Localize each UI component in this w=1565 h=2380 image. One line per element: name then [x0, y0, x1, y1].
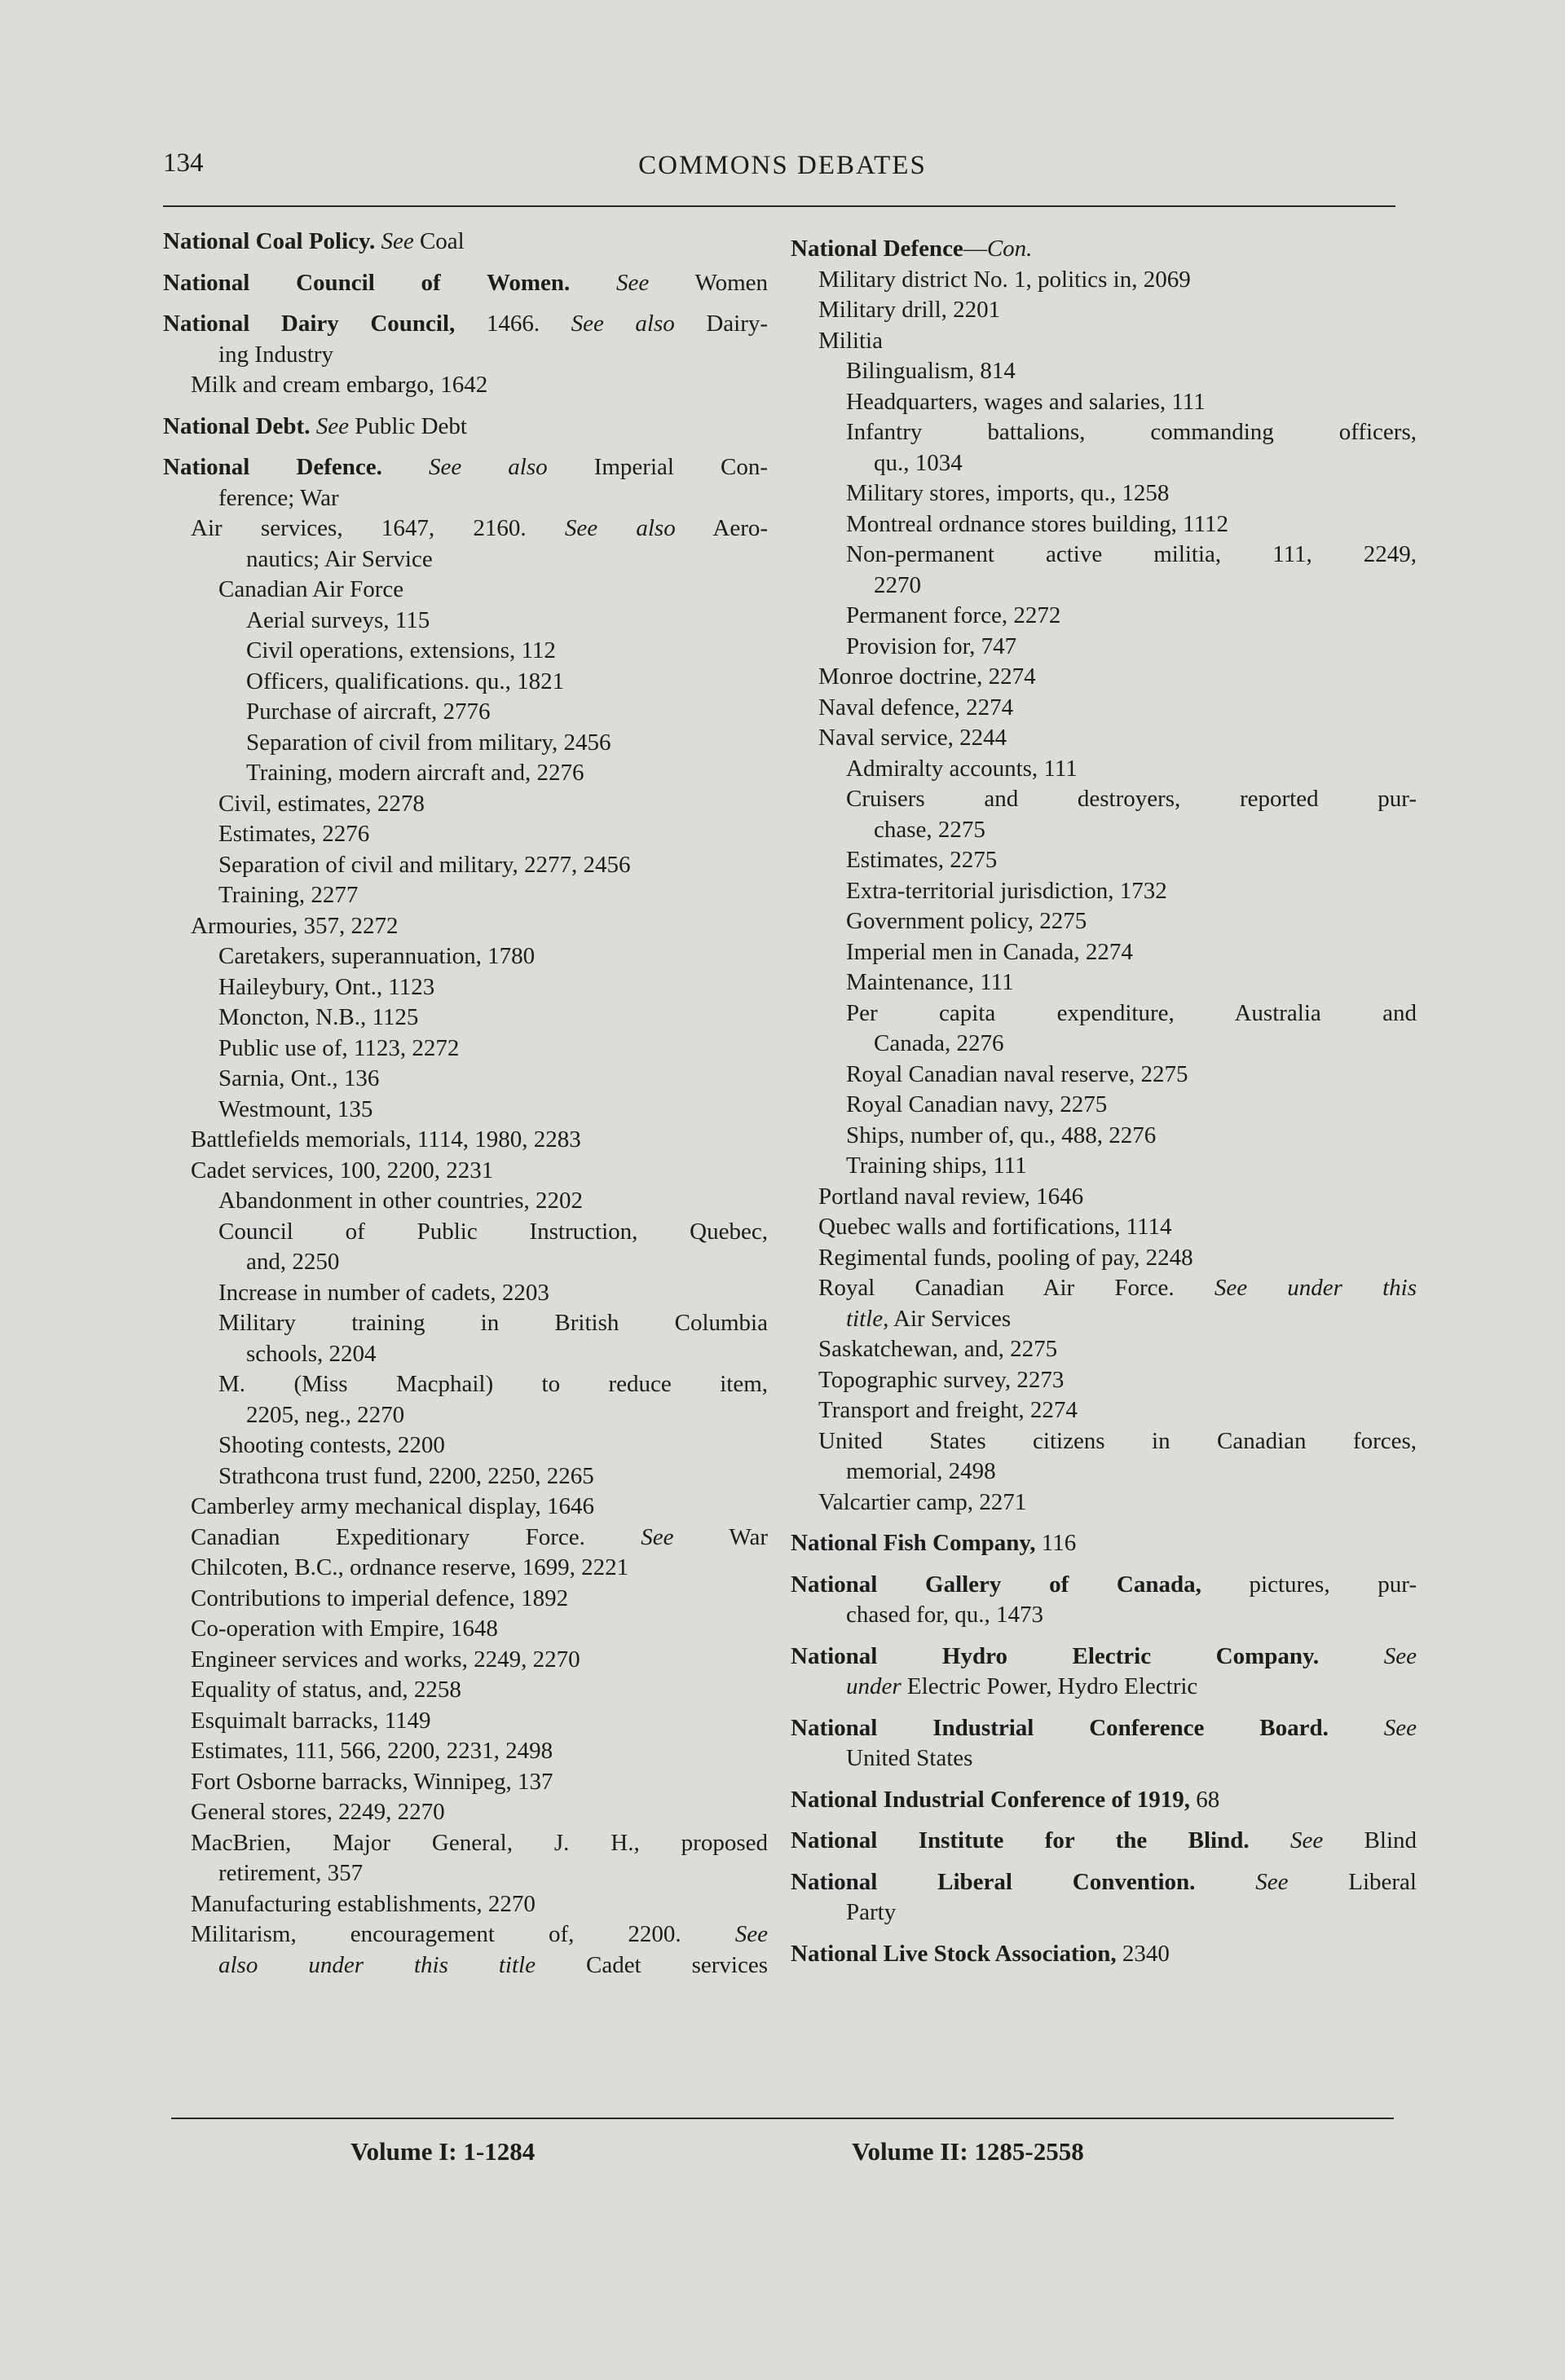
index-subentry-line: [791, 967, 1417, 998]
index-subentry-line: [791, 1395, 1417, 1426]
index-column-right: [791, 234, 1417, 1980]
index-subentry-line: [791, 1243, 1417, 1274]
index-text: United States: [846, 1745, 973, 1771]
index-text: Separation of civil from military, 2456: [246, 729, 611, 756]
index-subentry-line: [791, 1334, 1417, 1365]
index-text: Government policy, 2275: [846, 908, 1087, 934]
index-text: Montreal ordnance stores building, 1112: [846, 510, 1228, 537]
index-text: Civil, estimates, 2278: [218, 790, 425, 817]
index-subentry-line: [791, 632, 1417, 663]
index-subentry-line: [791, 1365, 1417, 1396]
index-text: Estimates, 2276: [218, 821, 370, 847]
index-text: Valcartier camp, 2271: [818, 1488, 1027, 1515]
index-heading-line: [163, 227, 768, 258]
index-text: Caretakers, superannuation, 1780: [218, 943, 536, 969]
index-text: Cadet services, 100, 2200, 2231: [191, 1157, 494, 1183]
cross-reference: See: [1289, 1827, 1324, 1853]
cross-reference: Con.: [986, 236, 1033, 262]
index-text: schools, 2204: [246, 1340, 377, 1367]
cross-reference: See also: [571, 311, 675, 337]
index-text: Monroe doctrine, 2274: [818, 663, 1036, 690]
index-heading-line: [791, 1785, 1417, 1816]
index-entry: [791, 1642, 1417, 1703]
index-text: Topographic survey, 2273: [818, 1366, 1065, 1393]
index-subentry-line: [163, 880, 768, 911]
index-text: Training, 2277: [218, 882, 359, 908]
index-text: Ships, number of, qu., 488, 2276: [846, 1122, 1157, 1148]
index-subentry-line: [791, 1426, 1417, 1457]
index-subentry-line: [163, 606, 768, 637]
index-entry: [791, 1528, 1417, 1559]
index-subentry-line: [163, 575, 768, 606]
index-subentry-line: [163, 789, 768, 820]
index-subentry-line: [791, 998, 1417, 1029]
index-text: 1466.: [455, 311, 571, 337]
index-subentry-line: [791, 1212, 1417, 1243]
index-text: Per capita expenditure, Australia and: [846, 999, 1417, 1026]
index-heading-term: National Industrial Conference Board.: [791, 1714, 1329, 1741]
index-entry: [791, 234, 1417, 1518]
index-text: Electric Power, Hydro Electric: [901, 1673, 1198, 1699]
index-text: Coal: [413, 228, 465, 254]
index-subentry-line: [791, 1273, 1417, 1304]
index-subentry-line: [791, 1600, 1417, 1631]
index-text: 2205, neg., 2270: [246, 1401, 405, 1428]
index-subentry-line: [791, 784, 1417, 815]
index-text: 2340: [1116, 1940, 1170, 1967]
index-text: [1329, 1715, 1384, 1741]
index-text: [1319, 1643, 1384, 1669]
index-text: Infantry battalions, commanding officers,: [846, 419, 1417, 445]
index-subentry-line: [163, 941, 768, 972]
index-text: [310, 413, 315, 439]
index-entry: [791, 1785, 1417, 1816]
index-heading-line: [163, 412, 768, 443]
index-text: Separation of civil and military, 2277, 2456: [218, 851, 631, 878]
index-entry: [163, 268, 768, 299]
index-entry: [791, 1939, 1417, 1970]
cross-reference: See: [641, 1523, 674, 1550]
index-text: Cruisers and destroyers, reported pur-: [846, 786, 1417, 812]
index-text: Military stores, imports, qu., 1258: [846, 480, 1170, 506]
index-text: Aerial surveys, 115: [246, 606, 430, 633]
index-text: Canada, 2276: [874, 1030, 1004, 1056]
cross-reference: title,: [846, 1305, 889, 1332]
index-text: Equality of status, and, 2258: [191, 1677, 461, 1703]
index-heading-line: [163, 452, 768, 483]
index-text: Royal Canadian naval reserve, 2275: [846, 1060, 1188, 1087]
index-text: Strathcona trust fund, 2200, 2250, 2265: [218, 1462, 594, 1489]
index-text: Estimates, 2275: [846, 847, 998, 873]
index-text: General stores, 2249, 2270: [191, 1799, 445, 1825]
index-text: Civil operations, extensions, 112: [246, 637, 556, 663]
index-subentry-line: [163, 1584, 768, 1615]
index-entry: [791, 1867, 1417, 1928]
cross-reference: See: [734, 1921, 768, 1947]
index-text: Militarism, encouragement of, 2200.: [191, 1921, 735, 1947]
index-subentry-line: [791, 356, 1417, 387]
cross-reference: under: [846, 1673, 902, 1699]
index-subentry-line: [163, 1064, 768, 1095]
index-subentry-line: [163, 1400, 768, 1431]
index-text: Armouries, 357, 2272: [191, 912, 399, 939]
index-heading-term: National Council of Women.: [163, 269, 571, 296]
index-subentry-line: [791, 417, 1417, 448]
index-text: Maintenance, 111: [846, 969, 1014, 995]
index-subentry-line: [791, 387, 1417, 418]
index-subentry-line: [163, 1919, 768, 1950]
index-subentry-line: [163, 1675, 768, 1706]
index-entry: [791, 1713, 1417, 1774]
index-subentry-line: [791, 815, 1417, 846]
index-subentry-line: [791, 845, 1417, 876]
index-subentry-line: [163, 1369, 768, 1400]
index-subentry-line: [163, 1858, 768, 1889]
index-heading-line: [791, 1713, 1417, 1744]
index-heading-line: [791, 1867, 1417, 1898]
index-heading-term: National Fish Company,: [791, 1530, 1036, 1556]
index-subentry-line: [791, 1029, 1417, 1060]
index-text: Women: [649, 269, 768, 296]
index-text: 116: [1035, 1530, 1077, 1556]
index-text: pictures, pur-: [1201, 1571, 1417, 1598]
index-text: Military training in British Columbia: [218, 1310, 768, 1336]
index-text: chased for, qu., 1473: [846, 1602, 1044, 1628]
index-text: Public Debt: [348, 412, 467, 439]
index-subentry-line: [163, 1523, 768, 1554]
index-text: Cadet services: [535, 1951, 769, 1978]
cross-reference: See: [315, 412, 349, 439]
index-subentry-line: [163, 513, 768, 544]
index-entry: [163, 227, 768, 258]
index-text: Naval service, 2244: [818, 725, 1007, 751]
index-text: Abandonment in other countries, 2202: [218, 1188, 583, 1214]
index-text: Admiralty accounts, 111: [846, 755, 1078, 782]
index-text: Engineer services and works, 2249, 2270: [191, 1646, 580, 1673]
cross-reference: See also: [564, 515, 676, 541]
index-text: memorial, 2498: [846, 1458, 996, 1484]
index-heading-term: National Hydro Electric Company.: [791, 1642, 1320, 1669]
index-text: Increase in number of cadets, 2203: [218, 1279, 549, 1306]
index-text: Westmount, 135: [218, 1095, 373, 1122]
index-subentry-line: [791, 1488, 1417, 1518]
index-column-left: [163, 227, 768, 1991]
index-subentry-line: [791, 509, 1417, 540]
index-subentry-line: [791, 1897, 1417, 1928]
index-heading-line: [791, 234, 1417, 265]
index-subentry-line: [791, 1457, 1417, 1488]
index-subentry-line: [791, 723, 1417, 754]
index-heading-term: National Liberal Convention.: [791, 1868, 1196, 1895]
index-text: Esquimalt barracks, 1149: [191, 1707, 431, 1734]
index-text: Royal Canadian Air Force.: [818, 1275, 1215, 1301]
index-text: Training, modern aircraft and, 2276: [246, 760, 584, 786]
index-text: [1250, 1827, 1290, 1853]
index-text: Portland naval review, 1646: [818, 1183, 1084, 1210]
cross-reference: See also: [428, 454, 548, 480]
index-text: Aero-: [675, 515, 769, 541]
page-title: COMMONS DEBATES: [638, 151, 927, 180]
index-text: Provision for, 747: [846, 632, 1017, 659]
index-subentry-line: [791, 601, 1417, 632]
index-subentry-line: [163, 1095, 768, 1126]
index-text: Party: [846, 1899, 897, 1925]
index-text: Bilingualism, 814: [846, 358, 1016, 384]
index-text: Non-permanent active militia, 111, 2249,: [846, 541, 1417, 567]
index-subentry-line: [791, 1151, 1417, 1182]
index-text: Camberley army mechanical display, 1646: [191, 1493, 594, 1519]
index-text: Regimental funds, pooling of pay, 2248: [818, 1244, 1193, 1271]
index-subentry-line: [163, 1217, 768, 1248]
index-text: Estimates, 111, 566, 2200, 2231, 2498: [191, 1738, 553, 1764]
index-text: Haileybury, Ont., 1123: [218, 973, 435, 1000]
index-text: Transport and freight, 2274: [818, 1397, 1078, 1423]
index-text: Officers, qualifications. qu., 1821: [246, 668, 565, 694]
index-text: Royal Canadian navy, 2275: [846, 1091, 1108, 1117]
index-heading-line: [791, 1939, 1417, 1970]
index-heading-term: National Coal Policy.: [163, 228, 376, 254]
index-text: [570, 270, 616, 296]
index-text: Milk and cream embargo, 1642: [191, 372, 488, 398]
index-text: 68: [1190, 1786, 1220, 1813]
index-subentry-line: [163, 850, 768, 881]
index-subentry-line: [163, 1736, 768, 1767]
index-text: ing Industry: [218, 341, 333, 368]
index-text: ference; War: [218, 484, 339, 511]
index-subentry-line: [791, 937, 1417, 968]
index-subentry-line: [163, 636, 768, 667]
index-text: Extra-territorial jurisdiction, 1732: [846, 877, 1167, 904]
index-subentry-line: [163, 544, 768, 575]
index-text: United States citizens in Canadian forces,: [818, 1427, 1417, 1454]
index-heading-term: National Debt.: [163, 412, 311, 439]
index-subentry-line: [791, 1060, 1417, 1091]
index-subentry-line: [163, 1797, 768, 1828]
index-subentry-line: [163, 370, 768, 401]
index-heading-term: National Institute for the Blind.: [791, 1827, 1250, 1853]
index-text: [1195, 1869, 1255, 1895]
index-subentry-line: [791, 754, 1417, 785]
index-subentry-line: [791, 662, 1417, 693]
index-subentry-line: [163, 1553, 768, 1584]
index-subentry-line: [791, 448, 1417, 479]
volume-two-range: Volume II: 1285-2558: [852, 2137, 1084, 2166]
index-text: Chilcoten, B.C., ordnance reserve, 1699, 2221: [191, 1554, 629, 1580]
index-text: —: [963, 236, 987, 262]
index-heading-line: [163, 309, 768, 340]
index-subentry-line: [163, 1125, 768, 1156]
index-text: qu., 1034: [874, 449, 963, 476]
index-subentry-line: [791, 906, 1417, 937]
cross-reference: also under this title: [218, 1951, 536, 1978]
index-subentry-line: [163, 1706, 768, 1737]
index-subentry-line: [163, 1247, 768, 1278]
index-subentry-line: [163, 819, 768, 850]
index-subentry-line: [791, 326, 1417, 357]
cross-reference: See: [1255, 1868, 1289, 1895]
index-heading-term: National Dairy Council,: [163, 311, 456, 337]
index-text: Headquarters, wages and salaries, 111: [846, 388, 1206, 415]
index-text: Co-operation with Empire, 1648: [191, 1615, 498, 1642]
footer-rule: [171, 2118, 1394, 2119]
index-subentry-line: [163, 1186, 768, 1217]
index-text: War: [673, 1523, 768, 1550]
index-subentry-line: [163, 697, 768, 728]
index-subentry-line: [791, 876, 1417, 907]
index-subentry-line: [163, 1461, 768, 1492]
index-text: Saskatchewan, and, 2275: [818, 1336, 1058, 1362]
index-subentry-line: [163, 1828, 768, 1859]
index-subentry-line: [163, 1645, 768, 1676]
cross-reference: See: [381, 228, 414, 254]
index-text: 2270: [874, 571, 921, 598]
index-text: [382, 454, 429, 480]
index-text: Naval defence, 2274: [818, 694, 1014, 721]
index-subentry-line: [791, 1182, 1417, 1213]
cross-reference: See: [1383, 1714, 1417, 1741]
index-heading-line: [791, 1826, 1417, 1857]
index-text: M. (Miss Macphail) to reduce item,: [218, 1371, 768, 1397]
index-subentry-line: [791, 1672, 1417, 1703]
index-text: and, 2250: [246, 1249, 340, 1275]
index-text: Air Services: [888, 1305, 1012, 1332]
index-text: Permanent force, 2272: [846, 602, 1061, 628]
index-subentry-line: [163, 1308, 768, 1339]
cross-reference: See: [1383, 1642, 1417, 1669]
index-text: Shooting contests, 2200: [218, 1432, 445, 1458]
index-entry: [163, 412, 768, 443]
index-subentry-line: [791, 478, 1417, 509]
index-text: Canadian Air Force: [218, 576, 404, 602]
index-subentry-line: [163, 1492, 768, 1523]
index-subentry-line: [791, 265, 1417, 296]
index-entry: [791, 1570, 1417, 1631]
index-subentry-line: [163, 1034, 768, 1064]
index-text: Manufacturing establishments, 2270: [191, 1890, 536, 1917]
index-subentry-line: [163, 1278, 768, 1309]
index-text: Blind: [1323, 1827, 1417, 1853]
index-heading-line: [791, 1528, 1417, 1559]
index-heading-line: [163, 268, 768, 299]
index-subentry-line: [163, 1950, 768, 1981]
volume-one-range: Volume I: 1-1284: [350, 2137, 536, 2166]
index-text: Canadian Expeditionary Force.: [191, 1523, 641, 1550]
index-text: Contributions to imperial defence, 1892: [191, 1584, 569, 1611]
cross-reference: See under this: [1214, 1275, 1417, 1301]
index-subentry-line: [163, 1339, 768, 1370]
index-subentry-line: [791, 1090, 1417, 1121]
index-subentry-line: [791, 540, 1417, 571]
index-subentry-line: [163, 1156, 768, 1187]
index-text: Quebec walls and fortifications, 1114: [818, 1214, 1172, 1240]
page-number: 134: [163, 148, 204, 178]
index-entry: [163, 309, 768, 401]
index-subentry-line: [163, 972, 768, 1003]
index-text: Sarnia, Ont., 136: [218, 1065, 380, 1091]
index-text: Council of Public Instruction, Quebec,: [218, 1218, 768, 1245]
index-subentry-line: [163, 483, 768, 514]
index-text: Public use of, 1123, 2272: [218, 1034, 460, 1061]
index-subentry-line: [791, 1121, 1417, 1152]
index-subentry-line: [163, 340, 768, 371]
index-subentry-line: [163, 1003, 768, 1034]
index-subentry-line: [163, 758, 768, 789]
index-text: Battlefields memorials, 1114, 1980, 2283: [191, 1126, 581, 1153]
index-subentry-line: [163, 1430, 768, 1461]
index-text: Air services, 1647, 2160.: [191, 515, 565, 541]
index-subentry-line: [163, 1767, 768, 1798]
index-subentry-line: [163, 1614, 768, 1645]
index-heading-line: [791, 1570, 1417, 1601]
index-subentry-line: [163, 911, 768, 942]
index-subentry-line: [163, 728, 768, 759]
index-entry: [791, 1826, 1417, 1857]
index-text: Purchase of aircraft, 2776: [246, 699, 491, 725]
index-subentry-line: [791, 693, 1417, 724]
index-text: Military district No. 1, politics in, 2069: [818, 266, 1191, 293]
index-text: Military drill, 2201: [818, 297, 1001, 323]
index-heading-term: National Live Stock Association,: [791, 1940, 1117, 1967]
index-heading-term: National Defence: [791, 236, 963, 262]
index-heading-term: National Defence.: [163, 454, 382, 480]
index-heading-term: National Gallery of Canada,: [791, 1571, 1201, 1598]
index-entry: [163, 452, 768, 1981]
index-text: nautics; Air Service: [246, 545, 433, 572]
index-subentry-line: [163, 1889, 768, 1920]
cross-reference: See: [616, 269, 650, 296]
index-text: Dairy-: [674, 311, 769, 337]
index-subentry-line: [163, 667, 768, 698]
index-heading-line: [791, 1642, 1417, 1673]
index-text: chase, 2275: [874, 816, 985, 843]
index-text: MacBrien, Major General, J. H., proposed: [191, 1829, 768, 1856]
index-text: Liberal: [1288, 1868, 1417, 1895]
index-heading-term: National Industrial Conference of 1919,: [791, 1786, 1191, 1813]
index-text: Moncton, N.B., 1125: [218, 1004, 419, 1030]
index-text: Fort Osborne barracks, Winnipeg, 137: [191, 1768, 553, 1795]
index-subentry-line: [791, 295, 1417, 326]
header-rule: [163, 205, 1395, 207]
index-text: Training ships, 111: [846, 1153, 1027, 1179]
index-text: Militia: [818, 327, 883, 354]
index-subentry-line: [791, 1743, 1417, 1774]
index-text: Imperial Con-: [547, 454, 769, 480]
index-text: Imperial men in Canada, 2274: [846, 938, 1133, 965]
index-subentry-line: [791, 571, 1417, 602]
index-text: retirement, 357: [218, 1860, 364, 1886]
index-subentry-line: [791, 1304, 1417, 1335]
